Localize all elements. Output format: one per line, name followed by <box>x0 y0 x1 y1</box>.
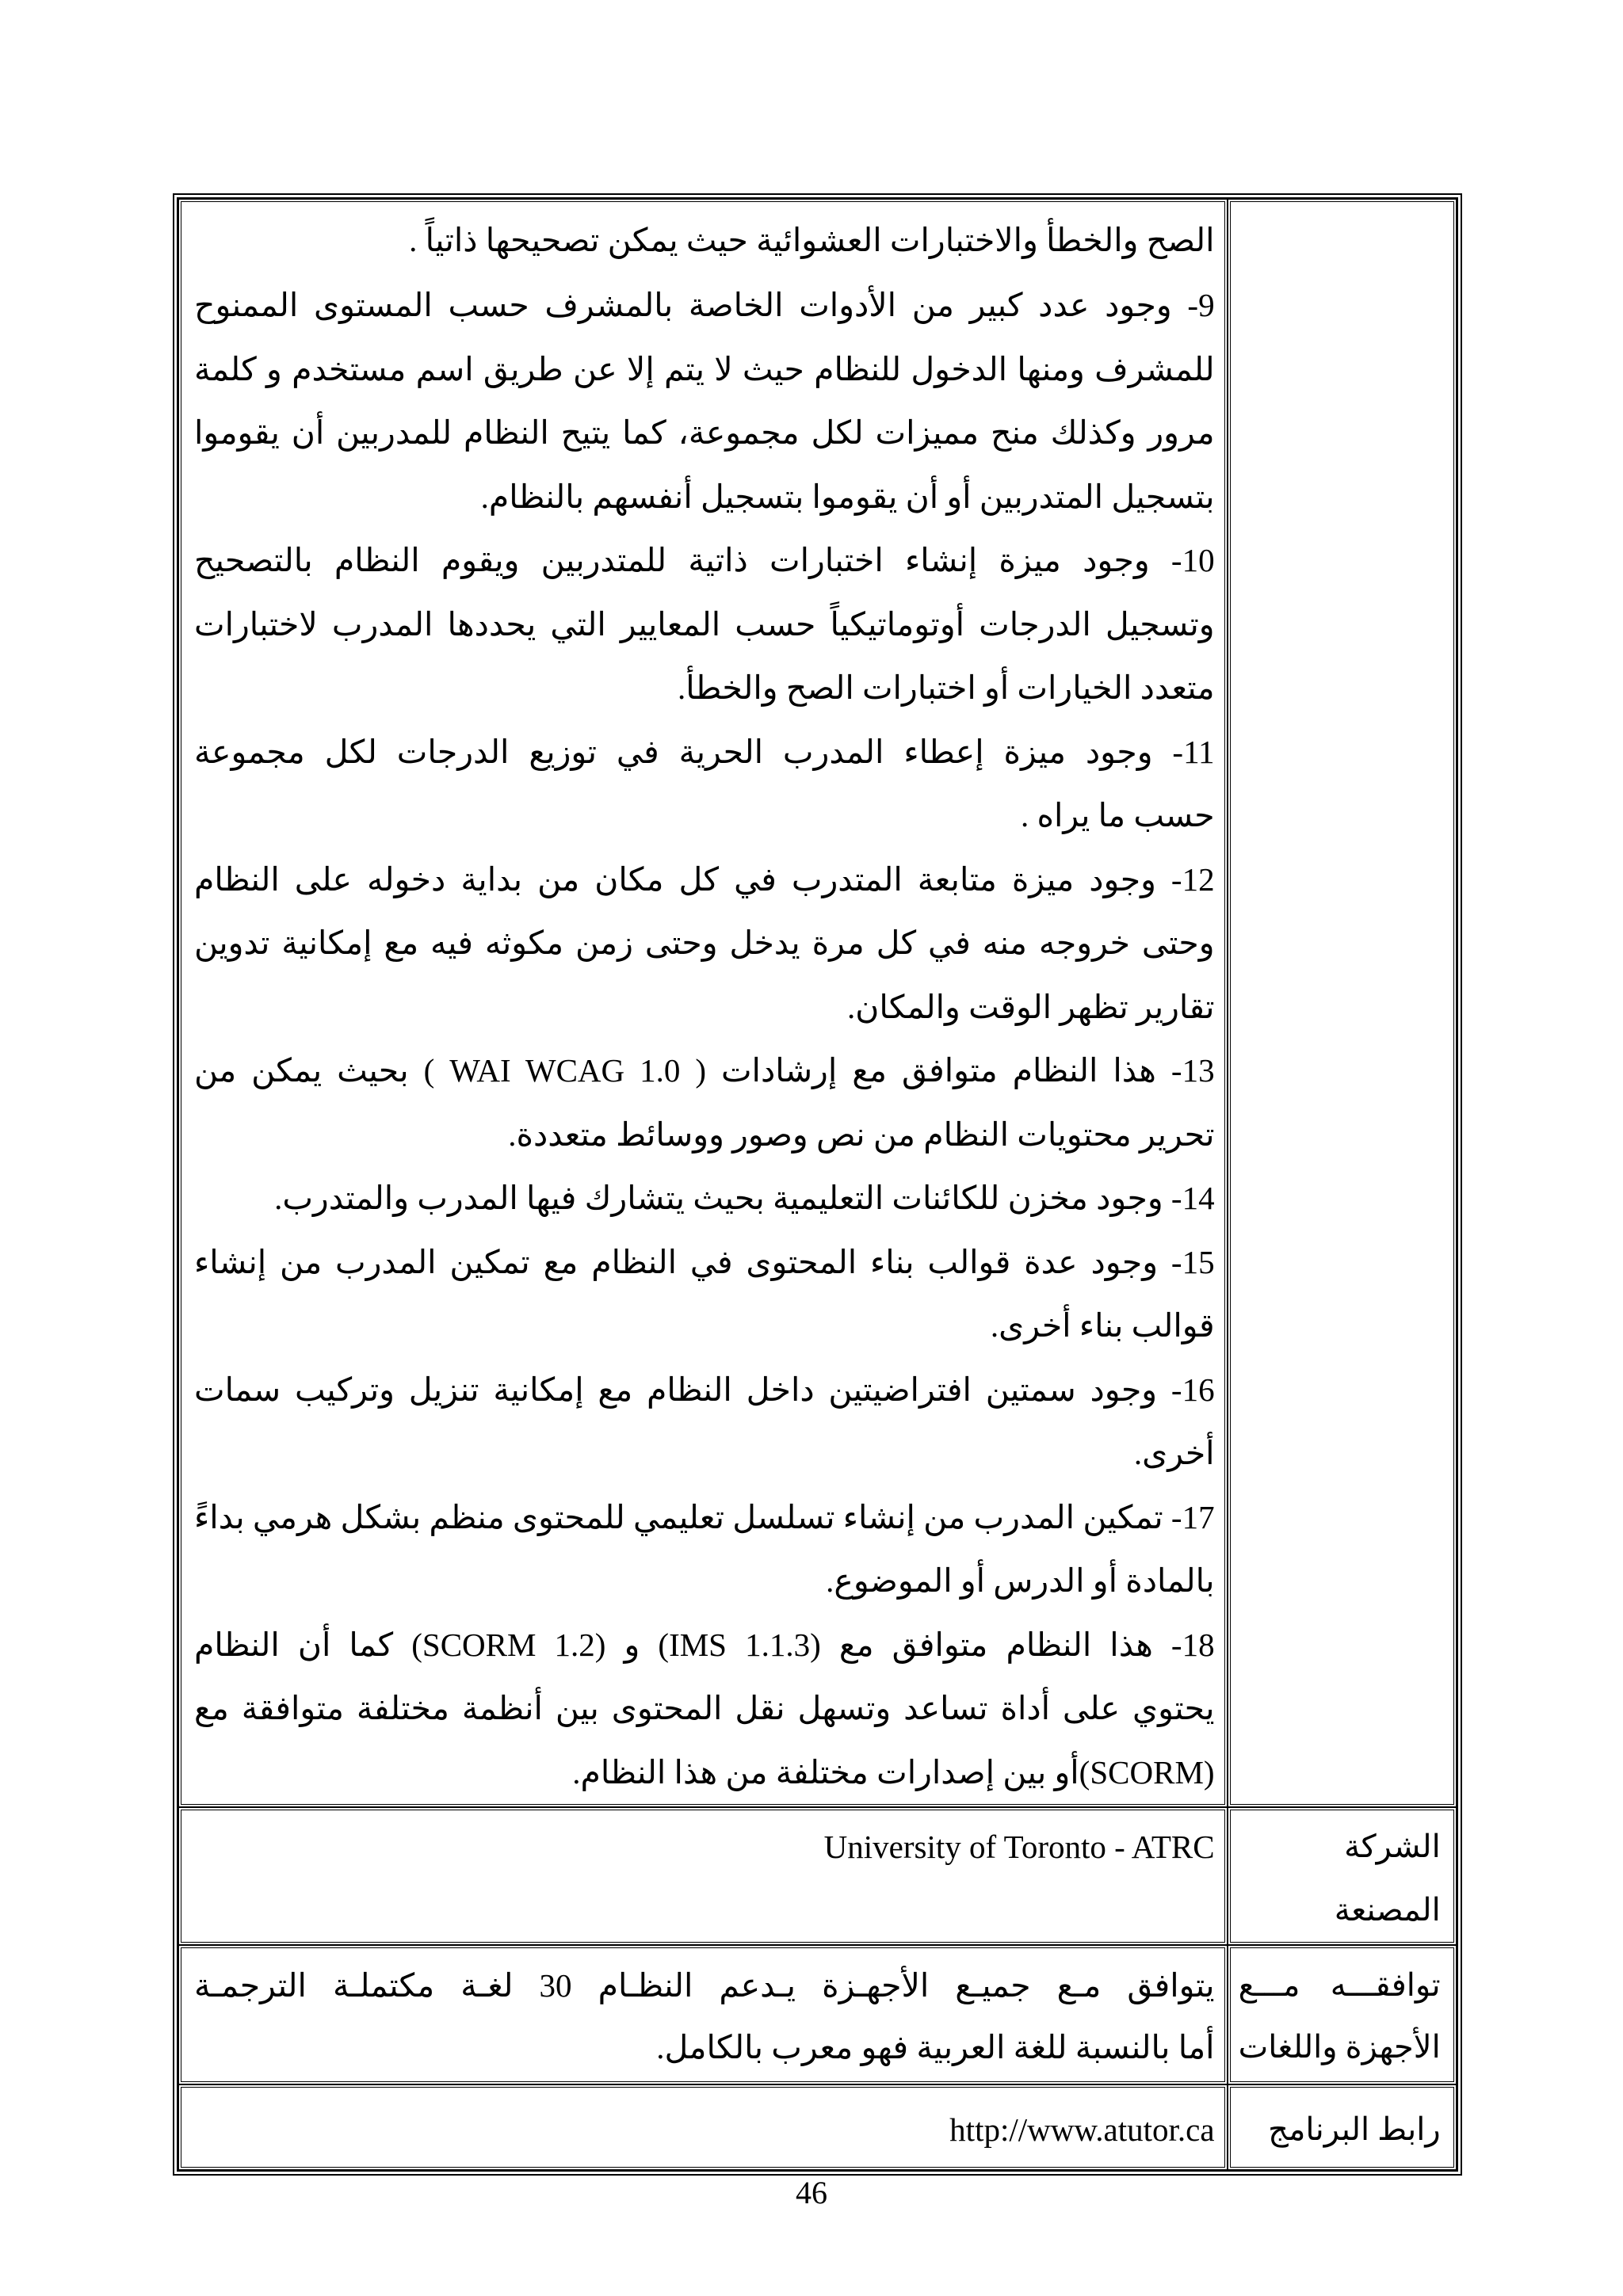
compatibility-line: أما بالنسبة للغة العربية فهو معرب بالكامل. <box>656 2029 1215 2065</box>
feature-line: مرور وكذلك منح مميزات لكل مجموعة، كما يتيح النظام للمدربين أن يقوموا <box>194 414 1215 451</box>
feature-line: أخرى. <box>1133 1435 1215 1471</box>
link-label: رابط البرنامج <box>1228 2084 1457 2170</box>
feature-line: حسب ما يراه . <box>1021 797 1215 833</box>
feature-line: 11- وجود ميزة إعطاء المدرب الحرية في توزيع الدرجات لكل مجموعة <box>194 733 1215 770</box>
compatibility-row <box>178 1945 1457 2084</box>
feature-line: 16- وجود سمتين افتراضيتين داخل النظام مع إمكانية تنزيل وتركيب سمات <box>194 1371 1215 1408</box>
feature-line: 18- هذا النظام متوافق مع (IMS 1.1.3) و (SCORM 1.2) كما أن النظام <box>194 1626 1215 1663</box>
feature-line: وحتى خروجه منه في كل مرة يدخل وحتى زمن مكوثه فيه مع إمكانية تدوين <box>194 925 1215 961</box>
features-content-cell <box>178 199 1228 1807</box>
feature-line: قوالب بناء أخرى. <box>990 1307 1215 1344</box>
feature-line: 9- وجود عدد كبير من الأدوات الخاصة بالمشرف حسب المستوى الممنوح <box>194 287 1215 323</box>
feature-line: تحرير محتويات النظام من نص وصور ووسائط متعددة. <box>508 1116 1215 1153</box>
link-value-cell <box>178 2084 1228 2170</box>
features-label-cell <box>1228 199 1457 1807</box>
feature-line: 10- وجود ميزة إنشاء اختبارات ذاتية للمتدربين ويقوم النظام بالتصحيح <box>194 542 1215 578</box>
link-row <box>178 2084 1457 2170</box>
feature-line: للمشرف ومنها الدخول للنظام حيث لا يتم إلا عن طريق اسم مستخدم و كلمة <box>194 350 1215 387</box>
compatibility-label-cell <box>1228 1945 1457 2084</box>
company-label: الشركة المصنعة <box>1228 1807 1457 1945</box>
program-info-table <box>173 193 1462 2176</box>
company-name: University of Toronto - ATRC <box>823 1829 1215 1865</box>
page-number: 46 <box>796 2175 827 2210</box>
compatibility-label-line: توافقـــه مـــع <box>1238 1967 1441 2003</box>
feature-line: يحتوي على أداة تساعد وتسهل نقل المحتوى بين أنظمة مختلفة متوافقة مع <box>194 1690 1215 1726</box>
feature-line: 13- هذا النظام متوافق مع إرشادات ( WAI WCAG 1.0 ) بحيث يمكن من <box>194 1052 1215 1089</box>
feature-line: الصح والخطأ والاختبارات العشوائية حيث يمكن تصحيحها ذاتياً . <box>409 222 1215 258</box>
feature-line: بتسجيل المتدربين أو أن يقوموا بتسجيل أنفسهم بالنظام. <box>480 478 1215 515</box>
feature-line: تقارير تظهر الوقت والمكان. <box>846 988 1215 1025</box>
feature-line: 12- وجود ميزة متابعة المتدرب في كل مكان من بداية دخوله على النظام <box>194 860 1215 898</box>
feature-line: بالمادة أو الدرس أو الموضوع. <box>826 1562 1215 1599</box>
features-row <box>178 199 1457 1807</box>
feature-line: 14- وجود مخزن للكائنات التعليمية بحيث يتشارك فيها المدرب والمتدرب. <box>274 1180 1215 1216</box>
feature-line: وتسجيل الدرجات أوتوماتيكياً حسب المعايير التي يحددها المدرب لاختبارات <box>194 605 1215 643</box>
compatibility-label-line: الأجهزة واللغات <box>1238 2029 1441 2065</box>
compatibility-line: يتوافق مـع جميـع الأجهـزة يـدعم النظـام 30 لغـة مكتملـة الترجمـة <box>194 1967 1215 2004</box>
feature-line: 15- وجود عدة قوالب بناء المحتوى في النظام مع تمكين المدرب من إنشاء <box>194 1243 1215 1280</box>
company-value <box>178 1807 1228 1945</box>
compatibility-content-cell <box>178 1945 1228 2084</box>
feature-line: (SCORM)أو بين إصدارات مختلفة من هذا النظام. <box>572 1753 1215 1791</box>
feature-line: متعدد الخيارات أو اختبارات الصح والخطأ. <box>678 669 1215 706</box>
program-link[interactable]: http://www.atutor.ca <box>949 2111 1215 2148</box>
feature-line: 17- تمكين المدرب من إنشاء تسلسل تعليمي للمحتوى منظم بشكل هرمي بداءً <box>194 1498 1215 1535</box>
company-row <box>178 1807 1457 1945</box>
